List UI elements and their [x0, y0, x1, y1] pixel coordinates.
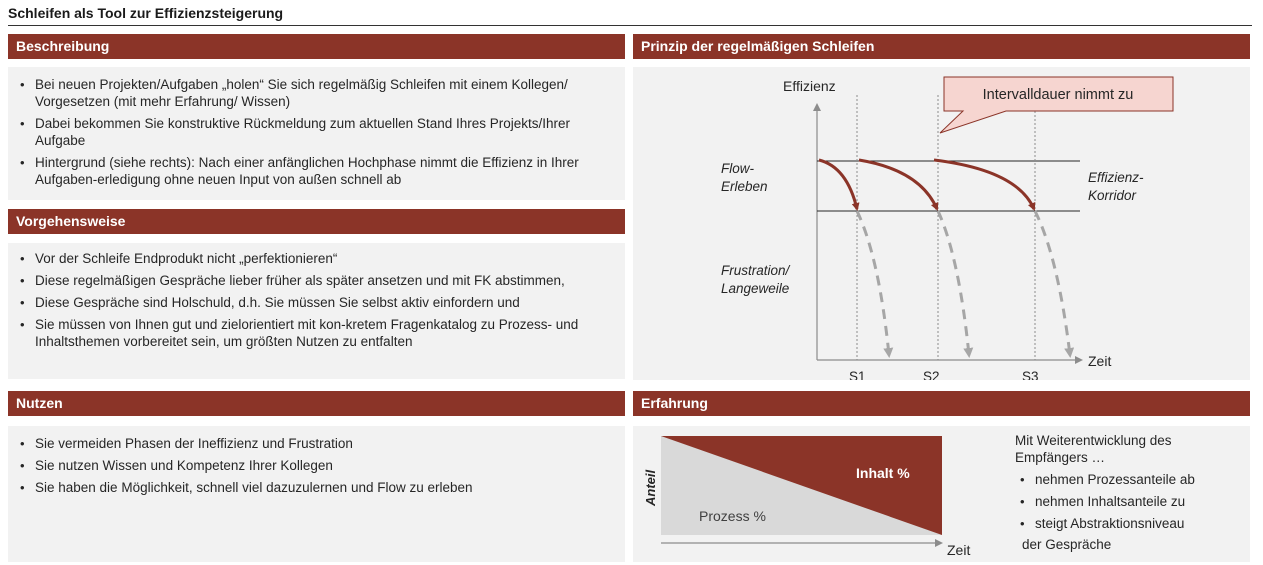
list-item: • nehmen Prozessanteile ab — [1015, 471, 1247, 488]
beschreibung-list — [15, 76, 615, 193]
list-item: • Dabei bekommen Sie konstruktive Rückmeldung zum aktuellen Stand Ihres Projekts/Ihrer Aufgabe — [15, 115, 615, 149]
page-title: Schleifen als Tool zur Effizienzsteigerung — [8, 5, 284, 21]
nutzen-header: Nutzen — [8, 391, 625, 416]
list-item: • Sie vermeiden Phasen der Ineffizienz und Frustration — [15, 435, 615, 452]
x-axis-label: Zeit — [1088, 353, 1112, 369]
s3-label: S3 — [1022, 369, 1039, 380]
s2-label: S2 — [923, 369, 940, 380]
list-item: • steigt Abstraktionsniveau — [1015, 515, 1247, 532]
frustration-label-line2: Langeweile — [721, 281, 790, 296]
callout-text: Intervalldauer nimmt zu — [982, 87, 1134, 103]
decline-curve-2-dashed — [938, 211, 969, 355]
erfahrung-diagram — [633, 426, 993, 562]
frustration-label-line1: Frustration/ — [721, 263, 790, 278]
list-item: • Hintergrund (siehe rechts): Nach einer anfänglichen Hochphase nimmt die Effizienz in Ihrer Aufgaben-erledigung ohne neuen Input von außen schnell ab — [15, 154, 615, 188]
list-item: • Diese regelmäßigen Gespräche lieber früher als später ansetzen und mit FK abstimmen, — [15, 272, 600, 289]
list-item: • Bei neuen Projekten/Aufgaben „holen“ Sie sich regelmäßig Schleifen mit einem Kollegen/ Vorgesetzen (mit mehr Erfahrung/ Wissen) — [15, 76, 615, 110]
inhalt-label: Inhalt % — [856, 465, 910, 481]
list-item: • Sie haben die Möglichkeit, schnell viel dazuzulernen und Flow zu erleben — [15, 479, 615, 496]
erfahrung-x-axis-label: Zeit — [947, 542, 971, 558]
flow-label-line2: Erleben — [721, 179, 768, 194]
erfahrung-intro-line2: Empfängers … — [1015, 450, 1106, 465]
decline-curve-3-dashed — [1035, 211, 1070, 355]
korridor-label-line2: Korridor — [1088, 188, 1137, 203]
list-item: • Sie müssen von Ihnen gut und zielorientiert mit kon-kretem Fragenkatalog zu Prozess- und Inhaltsthemen vorbereitet sein, um größten Nutzen zu entfalten — [15, 316, 600, 350]
flow-label-line1: Flow- — [721, 161, 754, 176]
erfahrung-intro-line1: Mit Weiterentwicklung des — [1015, 433, 1172, 448]
list-item: • Diese Gespräche sind Holschuld, d.h. Sie müssen Sie selbst aktiv einfordern und — [15, 294, 600, 311]
prinzip-diagram — [633, 67, 1250, 380]
list-item: • Vor der Schleife Endprodukt nicht „perfektionieren“ — [15, 250, 600, 267]
s1-label: S1 — [849, 369, 866, 380]
anteil-label: Anteil — [643, 469, 658, 506]
callout-box — [940, 77, 1173, 133]
decline-curve-1-dashed — [857, 211, 889, 355]
vorgehensweise-header: Vorgehensweise — [8, 209, 625, 234]
efficiency-curve-1 — [819, 160, 857, 209]
efficiency-curve-2 — [859, 160, 937, 209]
erfahrung-text — [1015, 432, 1247, 553]
list-item: • Sie nutzen Wissen und Kompetenz Ihrer Kollegen — [15, 457, 615, 474]
erfahrung-list — [1015, 471, 1247, 532]
title-divider — [8, 25, 1252, 26]
erfahrung-trailing: der Gespräche — [1022, 537, 1112, 552]
y-axis-label: Effizienz — [783, 78, 836, 94]
erfahrung-header: Erfahrung — [633, 391, 1250, 416]
prozess-label: Prozess % — [699, 508, 766, 524]
korridor-label-line1: Effizienz- — [1088, 170, 1144, 185]
prinzip-header: Prinzip der regelmäßigen Schleifen — [633, 34, 1250, 59]
efficiency-curve-3 — [934, 160, 1034, 209]
nutzen-list — [15, 435, 615, 501]
list-item: • nehmen Inhaltsanteile zu — [1015, 493, 1247, 510]
beschreibung-header: Beschreibung — [8, 34, 625, 59]
vorgehensweise-list — [15, 250, 600, 355]
